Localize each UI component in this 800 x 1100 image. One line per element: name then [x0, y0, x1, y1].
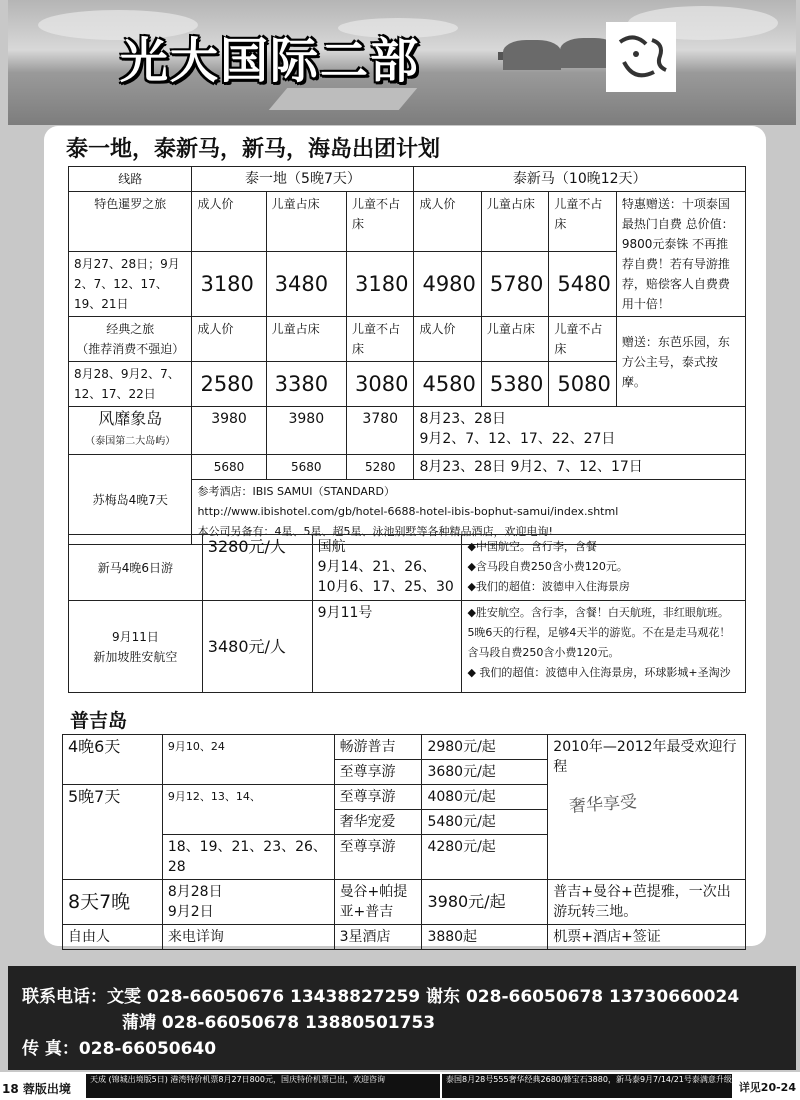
airline: 国航	[317, 539, 346, 555]
price: 3180	[192, 252, 266, 317]
departure-dates: 9月11号	[312, 601, 462, 693]
price: 4080元/起	[422, 785, 548, 810]
header-banner	[8, 0, 796, 125]
col-label: 儿童占床	[266, 317, 346, 362]
price: 3480	[266, 252, 346, 317]
route-name: 新马4晚6日游	[69, 535, 203, 601]
price: 5680	[192, 455, 266, 480]
route-label: 线路	[69, 167, 192, 192]
package-name: 畅游普吉	[334, 735, 422, 760]
package-name: 至尊享游	[334, 760, 422, 785]
company-logo	[606, 22, 676, 92]
price: 5280	[347, 455, 414, 480]
col-label: 儿童占床	[481, 317, 548, 362]
route-name: 新加坡胜安航空	[93, 649, 178, 664]
package-contents: 机票+酒店+签证	[548, 925, 746, 950]
departure-dates: 9月10、24	[162, 735, 334, 785]
hotel-more: 本公司另备有：4星、5星、超5星、泳池别墅等各种精品酒店，欢迎电询!	[197, 525, 553, 538]
special-note: 特惠赠送：十项泰国最热门自费 总价值：9800元泰铢 不再推荐自费！若有导游推荐，赔偿客人自费费用十倍！	[616, 192, 745, 317]
price: 3180	[347, 252, 414, 317]
feature-note: ◆胜安航空。含行李，含餐！白天航班，非红眼航班。	[467, 606, 729, 619]
route-subtitle: （泰国第二大岛屿）	[85, 436, 176, 447]
page-number: 18 蓉版出境	[2, 1082, 71, 1096]
inquiry-note: 来电详询	[162, 925, 334, 950]
ad-strip	[0, 1072, 800, 1100]
price: 5780	[481, 252, 548, 317]
route-name: 风靡象岛	[98, 409, 163, 428]
col-label: 儿童占床	[481, 192, 548, 252]
departure-dates: 8月27、28日；9月2、7、12、17、19、21日	[69, 252, 192, 317]
col-label: 成人价	[414, 317, 481, 362]
departure-dates: 9月12、13、14、	[162, 785, 334, 835]
price: 3780	[347, 407, 414, 455]
route-name: 曼谷+帕提亚+普吉	[334, 880, 422, 925]
price: 3980	[266, 407, 346, 455]
price: 3980	[192, 407, 266, 455]
price: 5480	[549, 252, 616, 317]
sm-table	[68, 534, 746, 693]
contact-phones: 联系电话：文雯 028-66050676 13438827259 谢东 028-66050678 13730660024	[22, 987, 740, 1007]
price: 2580	[192, 362, 266, 407]
thai-header: 泰一地（5晚7天）	[192, 167, 414, 192]
hotel-link[interactable]: http://www.ibishotel.com/gb/hotel-6688-hotel-ibis-bophut-samui/index.shtml	[197, 505, 619, 518]
price: 4980	[414, 252, 481, 317]
route-name: 特色暹罗之旅	[69, 192, 192, 252]
route-name: 苏梅岛4晚7天	[69, 455, 192, 545]
feature-note: 5晚6天的行程，足够4天半的游览。不在是走马观花！	[467, 626, 731, 639]
col-label: 儿童占床	[266, 192, 346, 252]
fax-number: 传 真：028-66050640	[22, 1039, 217, 1059]
price: 2980元/起	[422, 735, 548, 760]
luxury-stamp: 奢华享受	[568, 792, 639, 817]
price: 3480元/人	[202, 601, 312, 693]
departure-dates: 9月11日	[111, 629, 159, 644]
thai-table	[68, 166, 746, 545]
price: 3080	[347, 362, 414, 407]
price: 5480元/起	[422, 810, 548, 835]
departure-dates: 9月14、21、26、	[317, 559, 437, 575]
tour-plan-card	[44, 126, 766, 946]
feature-note: ◆ 我们的超值：波德申入住海景房，环球影城+圣淘沙	[467, 666, 731, 679]
price: 3280元/人	[202, 535, 312, 601]
price: 4580	[414, 362, 481, 407]
col-label: 成人价	[192, 192, 266, 252]
package-name: 至尊享游	[334, 835, 422, 880]
feature-note: ◆我们的超值：波德申入住海景房	[467, 580, 630, 593]
price: 5680	[266, 455, 346, 480]
price: 3380	[266, 362, 346, 407]
price: 3880起	[422, 925, 548, 950]
duration: 5晚7天	[63, 785, 163, 880]
price: 3980元/起	[422, 880, 548, 925]
price: 5080	[549, 362, 616, 407]
package-name: 至尊享游	[334, 785, 422, 810]
departure-dates: 18、19、21、23、26、28	[162, 835, 334, 880]
plan-title: 泰一地，泰新马，新马，海岛出团计划	[66, 137, 441, 162]
phuket-title: 普吉岛	[70, 710, 128, 732]
col-label: 儿童不占床	[549, 192, 616, 252]
col-label: 儿童不占床	[549, 317, 616, 362]
route-subtitle: （推荐消费不强迫）	[76, 342, 185, 356]
contact-footer	[8, 966, 796, 1070]
hotel-info: 参考酒店：IBIS SAMUI（STANDARD）	[197, 485, 395, 498]
best-route-note: 2010年—2012年最受欢迎行程	[553, 739, 737, 775]
tsm-header: 泰新马（10晚12天）	[414, 167, 746, 192]
hotel-info: 3星酒店	[334, 925, 422, 950]
feature-note: ◆中国航空。含行李，含餐	[467, 540, 597, 553]
feature-note: 含马段自费250含小费120元。	[467, 646, 620, 659]
feature-note: ◆含马段自费250含小费120元。	[467, 560, 628, 573]
route-name: 经典之旅	[106, 322, 155, 336]
price: 4280元/起	[422, 835, 548, 880]
departure-dates: 8月28、9月2、7、12、17、22日	[69, 362, 192, 407]
duration: 8天7晚	[63, 880, 163, 925]
price: 3680元/起	[422, 760, 548, 785]
pier-image	[269, 88, 417, 110]
brand-title: 光大国际二部	[120, 33, 421, 89]
gift-note: 赠送：东芭乐园，东方公主号，泰式按摩。	[616, 317, 745, 407]
col-label: 成人价	[414, 192, 481, 252]
col-label: 儿童不占床	[347, 192, 414, 252]
package-name: 奢华宠爱	[334, 810, 422, 835]
col-label: 成人价	[192, 317, 266, 362]
col-label: 儿童不占床	[347, 317, 414, 362]
contact-phones: 蒲靖 028-66050678 13880501753	[122, 1013, 436, 1033]
ad-box: 泰国8月28号555奢华经典2680/蜂宝石3880，新马泰9月7/14/21号泰满意升级4680/210	[442, 1074, 732, 1098]
departure-dates: 8月28日	[167, 884, 223, 900]
route-note: 普吉+曼谷+芭提雅，一次出游玩转三地。	[548, 880, 746, 925]
departure-dates: 9月2日	[167, 904, 214, 920]
ad-box: 天成 (锦城出境版5日) 港湾特价机票8月27日800元，国庆特价机票已出，欢迎咨询	[86, 1074, 440, 1098]
departure-dates: 8月23、28日 9月2、7、12、17日	[414, 455, 746, 480]
departure-dates: 10月6、17、25、30	[317, 579, 454, 595]
see-pages-note: 详见20-24	[738, 1081, 796, 1094]
package-name: 自由人	[63, 925, 163, 950]
phuket-table	[62, 734, 746, 950]
departure-dates: 9月2、7、12、17、22、27日	[419, 431, 616, 447]
departure-dates: 8月23、28日	[419, 411, 506, 427]
duration: 4晚6天	[63, 735, 163, 785]
price: 5380	[481, 362, 548, 407]
